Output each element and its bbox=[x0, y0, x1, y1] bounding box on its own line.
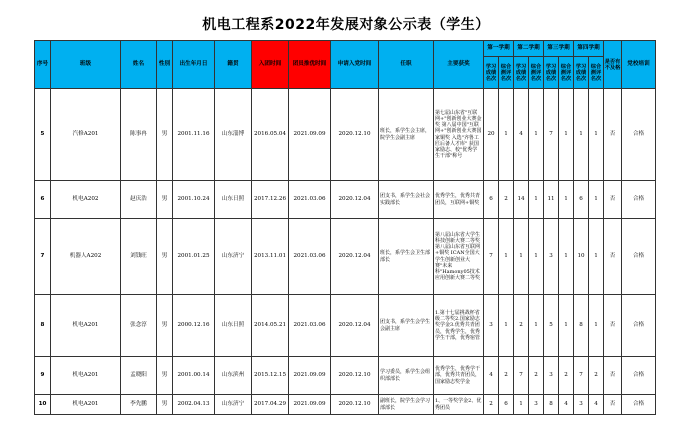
table-row bbox=[35, 219, 656, 295]
cell-league-date: 2017.04.29 bbox=[252, 395, 289, 415]
cell-s1-eval: 2 bbox=[499, 357, 514, 395]
cell-gender: 男 bbox=[157, 357, 173, 395]
cell-name: 李先鹏 bbox=[121, 395, 157, 415]
cell-s2-study: 1 bbox=[514, 395, 529, 415]
header-sem4: 第四学期 bbox=[574, 41, 604, 57]
cell-league-date: 2017.12.26 bbox=[252, 181, 289, 219]
cell-league-date: 2016.05.04 bbox=[252, 89, 289, 181]
cell-training: 合格 bbox=[622, 295, 656, 357]
header-gender: 性别 bbox=[157, 41, 173, 89]
cell-class: 机电A201 bbox=[51, 295, 121, 357]
cell-application-date: 2020.12.10 bbox=[331, 395, 379, 415]
cell-awards: 第八届山东省大学生科技创新大赛二等奖第八届山东省互联网+铜奖 ICAN全国大学生创新创业大赛"未来科"Hamony05技术应用创新大赛二等奖 bbox=[434, 219, 484, 295]
cell-s2-study: 14 bbox=[514, 181, 529, 219]
header-index: 序号 bbox=[35, 41, 51, 89]
cell-s3-eval: 1 bbox=[559, 295, 574, 357]
cell-s3-study: 3 bbox=[544, 219, 559, 295]
cell-name: 赵庆浩 bbox=[121, 181, 157, 219]
cell-s3-study: 3 bbox=[544, 357, 559, 395]
header-sem2: 第二学期 bbox=[514, 41, 544, 57]
cell-awards: 1、一等奖学金2、优秀团员 bbox=[434, 395, 484, 415]
cell-application-date: 2020.12.10 bbox=[331, 89, 379, 181]
table-row bbox=[35, 89, 656, 181]
cell-s2-study: 2 bbox=[514, 295, 529, 357]
cell-recommend-date: 2021.03.06 bbox=[289, 181, 331, 219]
header-league-date: 入团时间 bbox=[252, 41, 289, 89]
cell-s4-eval: 1 bbox=[589, 89, 604, 181]
cell-s1-study: 20 bbox=[484, 89, 499, 181]
header-sem2-study: 学习成绩名次 bbox=[514, 57, 529, 89]
applicant-table bbox=[34, 40, 656, 415]
cell-awards: 优秀学生，优秀共青团员，互联网+铜奖 bbox=[434, 181, 484, 219]
cell-index: 8 bbox=[35, 295, 51, 357]
cell-s3-study: 8 bbox=[544, 395, 559, 415]
cell-training: 合格 bbox=[622, 89, 656, 181]
cell-recommend-date: 2021.09.09 bbox=[289, 357, 331, 395]
cell-s4-study: 6 bbox=[574, 181, 589, 219]
cell-application-date: 2020.12.04 bbox=[331, 219, 379, 295]
cell-role: 团支书，系学生会学生会副主席 bbox=[379, 295, 434, 357]
cell-application-date: 2020.12.04 bbox=[331, 181, 379, 219]
cell-s1-study: 3 bbox=[484, 295, 499, 357]
table-row bbox=[35, 181, 656, 219]
cell-s3-study: 7 bbox=[544, 89, 559, 181]
cell-training: 合格 bbox=[622, 219, 656, 295]
header-training: 党校培训 bbox=[622, 41, 656, 89]
cell-league-date: 2013.11.01 bbox=[252, 219, 289, 295]
cell-class: 机器人A202 bbox=[51, 219, 121, 295]
header-sem4-eval: 综合测评名次 bbox=[589, 57, 604, 89]
header-recommend-date: 团员推优时间 bbox=[289, 41, 331, 89]
cell-native: 山东济宁 bbox=[215, 395, 252, 415]
cell-s2-eval: 1 bbox=[529, 219, 544, 295]
cell-s4-eval: 1 bbox=[589, 295, 604, 357]
cell-fail: 否 bbox=[604, 357, 622, 395]
cell-role: 副班长，院学生会学习部部长 bbox=[379, 395, 434, 415]
table-row bbox=[35, 357, 656, 395]
cell-application-date: 2020.12.10 bbox=[331, 357, 379, 395]
cell-s2-eval: 2 bbox=[529, 357, 544, 395]
cell-recommend-date: 2021.09.09 bbox=[289, 395, 331, 415]
cell-native: 山东日照 bbox=[215, 181, 252, 219]
cell-s1-eval: 2 bbox=[499, 181, 514, 219]
cell-fail: 否 bbox=[604, 181, 622, 219]
cell-s2-eval: 1 bbox=[529, 181, 544, 219]
cell-s4-study: 3 bbox=[574, 395, 589, 415]
cell-s4-study: 1 bbox=[574, 89, 589, 181]
header-sem3-study: 学习成绩名次 bbox=[544, 57, 559, 89]
cell-fail: 否 bbox=[604, 395, 622, 415]
table-row bbox=[35, 395, 656, 415]
cell-league-date: 2015.12.15 bbox=[252, 357, 289, 395]
cell-league-date: 2014.05.21 bbox=[252, 295, 289, 357]
cell-s2-study: 7 bbox=[514, 357, 529, 395]
cell-s4-eval: 1 bbox=[589, 181, 604, 219]
cell-fail: 否 bbox=[604, 219, 622, 295]
cell-s3-study: 11 bbox=[544, 181, 559, 219]
cell-awards: 第七届山东省"互联网+"创新创业大赛金奖 第八届中国"互联网+"创新创业大赛国家铜奖 入选"齐鲁工匠后备人才库" 获国家励志、校"优秀学生干部"称号 bbox=[434, 89, 484, 181]
cell-role: 团支书，系学生会社会实践部长 bbox=[379, 181, 434, 219]
cell-birth: 2001.00.14 bbox=[173, 357, 215, 395]
cell-s4-study: 8 bbox=[574, 295, 589, 357]
cell-gender: 男 bbox=[157, 181, 173, 219]
header-sem3: 第三学期 bbox=[544, 41, 574, 57]
cell-native: 山东日照 bbox=[215, 295, 252, 357]
cell-s4-study: 10 bbox=[574, 219, 589, 295]
header-sem1-eval: 综合测评名次 bbox=[499, 57, 514, 89]
cell-s4-eval: 2 bbox=[589, 357, 604, 395]
cell-name: 张念淳 bbox=[121, 295, 157, 357]
cell-training: 合格 bbox=[622, 395, 656, 415]
cell-training: 合格 bbox=[622, 181, 656, 219]
cell-s1-eval: 6 bbox=[499, 395, 514, 415]
cell-s3-study: 5 bbox=[544, 295, 559, 357]
cell-gender: 男 bbox=[157, 89, 173, 181]
header-awards: 主要获奖 bbox=[434, 41, 484, 89]
cell-s4-study: 7 bbox=[574, 357, 589, 395]
cell-application-date: 2020.12.04 bbox=[331, 295, 379, 357]
cell-index: 9 bbox=[35, 357, 51, 395]
cell-index: 7 bbox=[35, 219, 51, 295]
cell-native: 山东济宁 bbox=[215, 219, 252, 295]
cell-awards: 1.第十七届挑战杯省级二等奖2.国家励志奖学金3.优秀共青团员，优秀学生，优秀学生干部，优秀宿管 bbox=[434, 295, 484, 357]
cell-index: 10 bbox=[35, 395, 51, 415]
header-sem1-study: 学习成绩名次 bbox=[484, 57, 499, 89]
cell-s3-eval: 1 bbox=[559, 219, 574, 295]
header-role: 任职 bbox=[379, 41, 434, 89]
cell-index: 6 bbox=[35, 181, 51, 219]
cell-s2-study: 4 bbox=[514, 89, 529, 181]
cell-birth: 2000.12.16 bbox=[173, 295, 215, 357]
cell-s3-eval: 1 bbox=[559, 181, 574, 219]
header-birth: 出生年月日 bbox=[173, 41, 215, 89]
cell-awards: 优秀学生，优秀学干部，优秀共青团员，国家励志奖学金 bbox=[434, 357, 484, 395]
cell-class: 机电A201 bbox=[51, 395, 121, 415]
cell-s1-study: 7 bbox=[484, 219, 499, 295]
cell-birth: 2001.10.24 bbox=[173, 181, 215, 219]
cell-s3-eval: 2 bbox=[559, 357, 574, 395]
cell-class: 汽修A201 bbox=[51, 89, 121, 181]
cell-gender: 男 bbox=[157, 295, 173, 357]
table-row bbox=[35, 295, 656, 357]
header-native: 籍贯 bbox=[215, 41, 252, 89]
cell-role: 班长，系学生会卫生部部长 bbox=[379, 219, 434, 295]
cell-s1-eval: 1 bbox=[499, 89, 514, 181]
cell-role: 学习委员，系学生会组织部部长 bbox=[379, 357, 434, 395]
cell-index: 5 bbox=[35, 89, 51, 181]
header-name: 姓名 bbox=[121, 41, 157, 89]
cell-native: 山东滨州 bbox=[215, 357, 252, 395]
cell-s1-study: 6 bbox=[484, 181, 499, 219]
cell-s4-eval: 1 bbox=[589, 219, 604, 295]
cell-s2-eval: 1 bbox=[529, 295, 544, 357]
cell-birth: 2001.01.25 bbox=[173, 219, 215, 295]
cell-s2-study: 1 bbox=[514, 219, 529, 295]
cell-s1-study: 2 bbox=[484, 395, 499, 415]
cell-gender: 男 bbox=[157, 219, 173, 295]
cell-native: 山东淄博 bbox=[215, 89, 252, 181]
header-application-date: 申请入党时间 bbox=[331, 41, 379, 89]
cell-s1-eval: 1 bbox=[499, 219, 514, 295]
cell-role: 班长，系学生会主席，院学生会副主席 bbox=[379, 89, 434, 181]
cell-training: 合格 bbox=[622, 357, 656, 395]
header-class: 班级 bbox=[51, 41, 121, 89]
cell-recommend-date: 2021.03.06 bbox=[289, 295, 331, 357]
cell-fail: 否 bbox=[604, 295, 622, 357]
header-sem4-study: 学习成绩名次 bbox=[574, 57, 589, 89]
cell-s3-eval: 1 bbox=[559, 89, 574, 181]
cell-recommend-date: 2021.09.09 bbox=[289, 89, 331, 181]
cell-class: 机电A201 bbox=[51, 357, 121, 395]
cell-s4-eval: 4 bbox=[589, 395, 604, 415]
cell-recommend-date: 2021.03.06 bbox=[289, 219, 331, 295]
cell-name: 陈事冉 bbox=[121, 89, 157, 181]
cell-birth: 2001.11.16 bbox=[173, 89, 215, 181]
header-sem2-eval: 综合测评名次 bbox=[529, 57, 544, 89]
cell-s2-eval: 1 bbox=[529, 89, 544, 181]
cell-s1-eval: 1 bbox=[499, 295, 514, 357]
cell-birth: 2002.04.13 bbox=[173, 395, 215, 415]
cell-class: 机电A202 bbox=[51, 181, 121, 219]
header-fail: 是否有不及格 bbox=[604, 41, 622, 89]
header-sem1: 第一学期 bbox=[484, 41, 514, 57]
cell-name: 孟晓阳 bbox=[121, 357, 157, 395]
page-title: 机电工程系2022年发展对象公示表（学生） bbox=[202, 17, 490, 33]
cell-gender: 男 bbox=[157, 395, 173, 415]
cell-s2-eval: 3 bbox=[529, 395, 544, 415]
header-sem3-eval: 综合测评名次 bbox=[559, 57, 574, 89]
cell-s1-study: 4 bbox=[484, 357, 499, 395]
cell-s3-eval: 4 bbox=[559, 395, 574, 415]
cell-name: 刘钱旺 bbox=[121, 219, 157, 295]
cell-fail: 否 bbox=[604, 89, 622, 181]
